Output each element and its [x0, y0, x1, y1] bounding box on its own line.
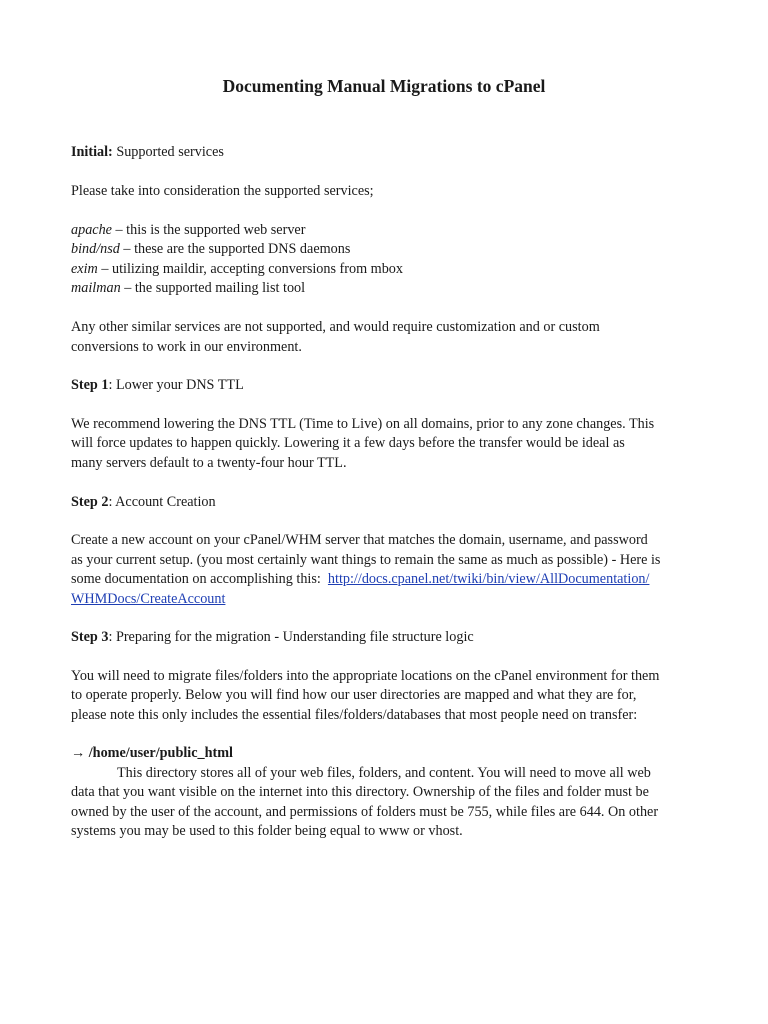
service-exim	[71, 260, 403, 280]
service-name: apache	[71, 222, 112, 238]
public-html-body-line: owned by the user of the account, and permissions of folders must be 755, while files are 644. On other	[71, 804, 659, 820]
step1-title: : Lower your DNS TTL	[108, 377, 244, 393]
step2-body-line: as your current setup. (you most certainly want things to remain the same as much as possible) - Here is	[71, 552, 661, 568]
step2-link-line	[71, 570, 649, 590]
service-desc: – utilizing maildir, accepting conversions from mbox	[97, 261, 403, 277]
service-apache	[71, 221, 305, 241]
step3-heading	[71, 628, 474, 648]
step3-label: Step 3	[71, 629, 109, 645]
document-title: Documenting Manual Migrations to cPanel	[222, 76, 546, 96]
step3-body-line: You will need to migrate files/folders into the appropriate locations on the cPanel environment for them	[71, 668, 660, 684]
public-html-heading: → /home/user/public_html	[71, 745, 233, 761]
step2-body-line: Create a new account on your cPanel/WHM server that matches the domain, username, and password	[71, 532, 648, 548]
service-desc: – these are the supported DNS daemons	[119, 241, 351, 257]
public-html-body-line: systems you may be used to this folder being equal to www or vhost.	[71, 823, 463, 839]
step3-body-line: to operate properly. Below you will find how our user directories are mapped and what they are for,	[71, 687, 637, 703]
step2-link-line	[71, 590, 225, 610]
public-html-body-line: data that you want visible on the internet into this directory. Ownership of the files and folder must be	[71, 784, 649, 800]
initial-label: Initial:	[71, 144, 113, 160]
step1-body-line: will force updates to happen quickly. Lowering it a few days before the transfer would be ideal as	[71, 435, 625, 451]
step1-body-line: We recommend lowering the DNS TTL (Time to Live) on all domains, prior to any zone changes. This	[71, 416, 655, 432]
service-desc: – this is the supported web server	[111, 222, 306, 238]
step3-body-line: please note this only includes the essential files/folders/databases that most people need on transfer:	[71, 707, 638, 723]
step2-heading	[71, 493, 216, 513]
create-account-doc-link-continued[interactable]: WHMDocs/CreateAccount	[71, 591, 226, 607]
step2-title: : Account Creation	[108, 494, 216, 510]
create-account-doc-link[interactable]: http://docs.cpanel.net/twiki/bin/view/AllDocumentation/	[327, 571, 650, 587]
step3-title: : Preparing for the migration - Understanding file structure logic	[108, 629, 474, 645]
service-desc: – the supported mailing list tool	[120, 280, 306, 296]
public-html-body-line: This directory stores all of your web files, folders, and content. You will need to move all web	[117, 765, 651, 781]
link-prefix: some documentation on accomplishing this:	[71, 571, 328, 587]
service-name: exim	[71, 261, 98, 277]
intro-paragraph: Please take into consideration the supported services;	[71, 183, 374, 199]
service-bind-nsd	[71, 240, 350, 260]
service-mailman	[71, 279, 305, 299]
step1-body-line: many servers default to a twenty-four hour TTL.	[71, 455, 347, 471]
initial-text: Supported services	[112, 144, 224, 160]
other-note-line: Any other similar services are not supported, and would require customization and or custom	[71, 319, 600, 335]
initial-line	[71, 143, 224, 163]
service-name: bind/nsd	[71, 241, 120, 257]
step2-label: Step 2	[71, 494, 109, 510]
other-note-line: conversions to work in our environment.	[71, 339, 302, 355]
step1-heading	[71, 376, 244, 396]
service-name: mailman	[71, 280, 121, 296]
step1-label: Step 1	[71, 377, 109, 393]
